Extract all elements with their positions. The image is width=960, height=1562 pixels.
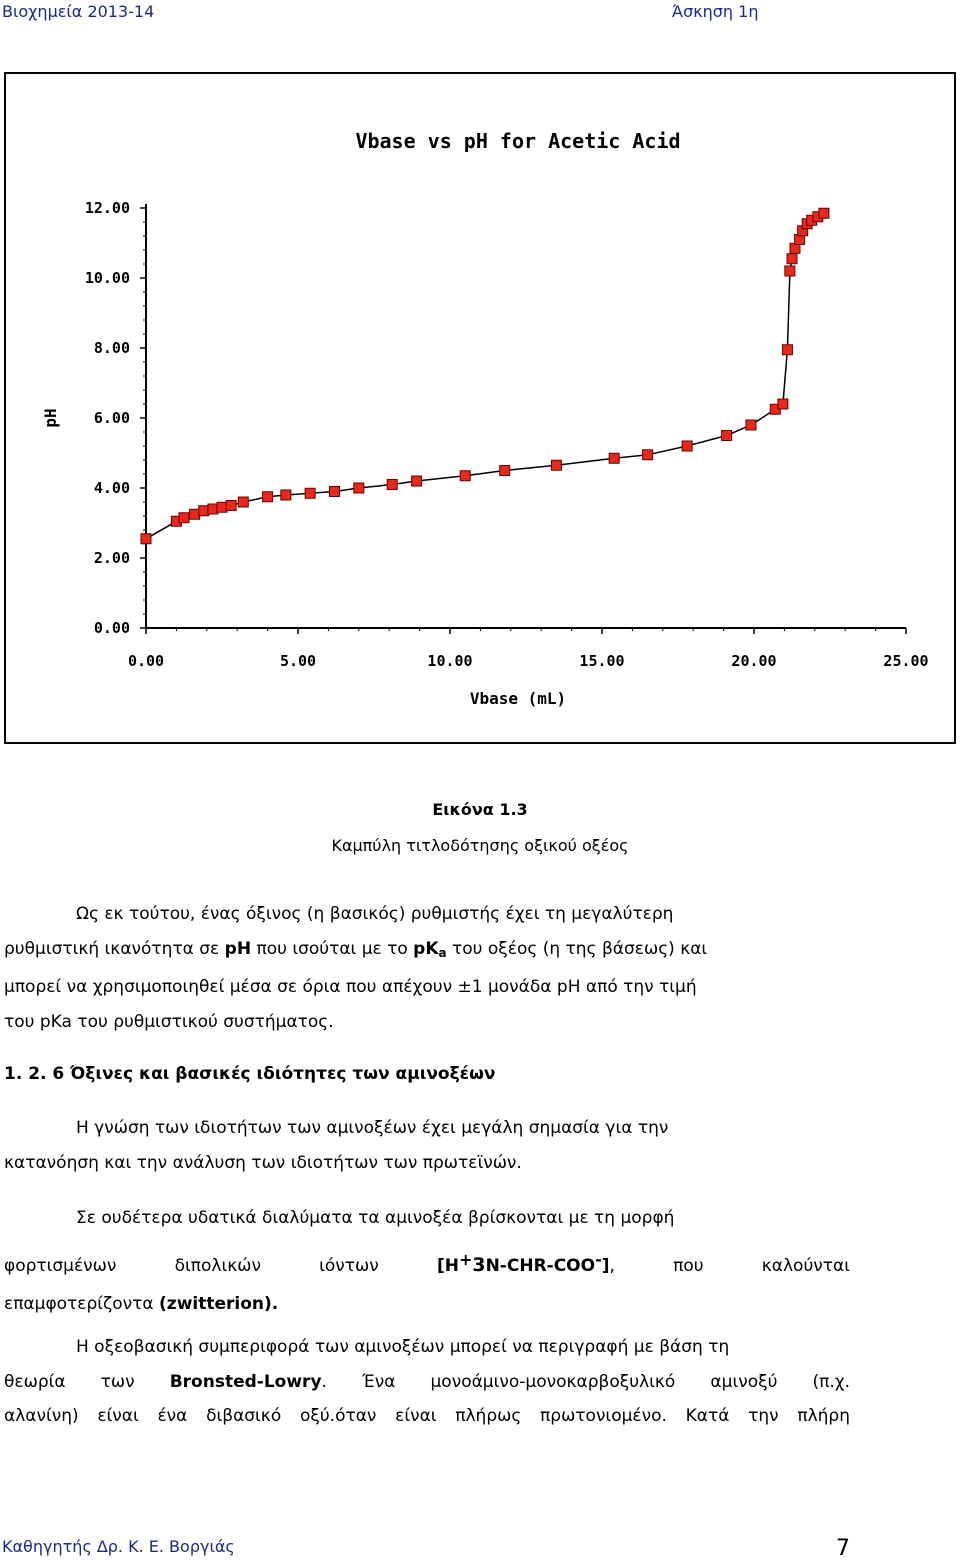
- data-point: [412, 476, 422, 486]
- paragraph-amino-acid-properties: [4, 1111, 850, 1180]
- header-exercise-label: Άσκηση 1η: [672, 2, 759, 21]
- data-point: [238, 497, 248, 507]
- titration-curve: [146, 213, 824, 539]
- para3-line1: Σε ουδέτερα υδατικά διαλύματα τα αμινοξέα βρίσκονται με τη μορφή: [76, 1208, 675, 1228]
- y-tick-label: 12.00: [84, 199, 130, 217]
- data-point: [141, 534, 151, 544]
- data-point: [263, 492, 273, 502]
- para1-text-a: ρυθμιστική ικανότητα σε: [4, 938, 225, 959]
- ph-term: pH: [224, 938, 252, 959]
- curve-line: [146, 213, 824, 539]
- data-point: [387, 480, 397, 490]
- data-point: [460, 471, 470, 481]
- para3-text-a: φορτισμένων διπολικών ιόντων: [4, 1256, 437, 1276]
- figure-label: Εικόνα 1.3: [432, 800, 528, 819]
- para1-line3: μπορεί να χρησιμοποιηθεί μέσα σε όρια που απέχουν ±1 μονάδα pH από την τιμή: [4, 977, 697, 997]
- y-tick-label: 0.00: [93, 619, 130, 637]
- data-point: [226, 501, 236, 511]
- data-point: [354, 483, 364, 493]
- data-point: [179, 513, 189, 523]
- data-point: [787, 254, 797, 264]
- paragraph-acid-base-behavior: [4, 1330, 850, 1434]
- para1-text-c: που ισούται με το: [251, 938, 414, 959]
- y-tick-label: 10.00: [84, 269, 130, 287]
- data-point: [199, 506, 209, 516]
- x-tick-label: 10.00: [427, 652, 473, 670]
- paragraph-buffer-capacity: [4, 897, 850, 1039]
- chart-canvas: [6, 74, 954, 742]
- data-point: [329, 487, 339, 497]
- data-point: [643, 450, 653, 460]
- pka-k: pK: [413, 938, 439, 959]
- data-point: [281, 490, 291, 500]
- formula-3: 3: [472, 1254, 486, 1276]
- formula-plus: +: [458, 1250, 473, 1269]
- para3-line2: [4, 1239, 850, 1287]
- para3-line3: [4, 1287, 850, 1321]
- y-tick-label: 6.00: [93, 409, 130, 427]
- y-tick-label: 8.00: [93, 339, 130, 357]
- y-axis-label: pH: [41, 408, 60, 428]
- data-point: [208, 504, 218, 514]
- data-point: [217, 502, 227, 512]
- data-point: [305, 488, 315, 498]
- paragraph-zwitterion: [4, 1197, 850, 1321]
- footer-author: Καθηγητής Δρ. Κ. Ε. Βοργιάς: [2, 1537, 235, 1556]
- formula-h: [H: [436, 1256, 459, 1276]
- zwitterion-formula: [436, 1250, 610, 1276]
- para4-line3: αλανίνη) είναι ένα διβασικό οξύ.όταν είναι πλήρως πρωτονιομένο. Κατά την πλήρη: [4, 1406, 850, 1426]
- para4-text-a: θεωρία των: [4, 1371, 170, 1392]
- data-point: [746, 420, 756, 430]
- para1-line4: του pKa του ρυθμιστικού συστήματος.: [4, 1011, 334, 1032]
- chart-title: Vbase vs pH for Acetic Acid: [355, 129, 681, 153]
- para1-line2: [4, 932, 850, 971]
- header-course-title: Βιοχημεία 2013-14: [2, 2, 155, 21]
- x-tick-label: 20.00: [731, 652, 777, 670]
- para4-line1: Η οξεοβασική συμπεριφορά των αμινοξέων μπορεί να περιγραφή με βάση τη: [76, 1337, 730, 1357]
- pka-subscript: a: [438, 945, 447, 960]
- x-axis-label: Vbase (mL): [469, 689, 567, 708]
- para3-text-amphoteric: επαμφοτερίζοντα: [4, 1294, 160, 1314]
- y-tick-label: 4.00: [93, 479, 130, 497]
- para2-line1: Η γνώση των ιδιοτήτων των αμινοξέων έχει μεγάλη σημασία για την: [76, 1118, 669, 1138]
- chart-ticks: [85, 199, 929, 670]
- x-tick-label: 5.00: [279, 652, 317, 670]
- x-tick-label: 15.00: [579, 652, 625, 670]
- bronsted-lowry-term: Bronsted-Lowry: [169, 1371, 322, 1392]
- page-number: 7: [836, 1536, 850, 1561]
- section-heading: 1. 2. 6 Όξινες και βασικές ιδιότητες των αμινοξέων: [4, 1064, 496, 1084]
- data-point: [782, 345, 792, 355]
- para2-line2: κατανόηση και την ανάλυση των ιδιοτήτων των πρωτεϊνών.: [4, 1152, 522, 1173]
- data-point: [819, 208, 829, 218]
- y-tick-label: 2.00: [93, 549, 130, 567]
- formula-bracket: ]: [601, 1256, 610, 1276]
- data-point: [722, 431, 732, 441]
- para1-text-f: του οξέος (η της βάσεως) και: [446, 938, 708, 959]
- data-point: [190, 509, 200, 519]
- formula-body: N-CHR-COO: [485, 1256, 596, 1276]
- zwitterion-term: (zwitterion).: [159, 1294, 279, 1314]
- data-point: [551, 460, 561, 470]
- x-tick-label: 0.00: [127, 652, 165, 670]
- data-point: [682, 441, 692, 451]
- data-point: [785, 266, 795, 276]
- para4-line2: [4, 1365, 850, 1400]
- titration-chart: [4, 72, 956, 744]
- para3-text-h: , που καλούνται: [609, 1256, 850, 1276]
- para1-line1: Ως εκ τούτου, ένας όξινος (η βασικός) ρυθμιστής έχει τη μεγαλύτερη: [76, 904, 674, 924]
- data-point: [500, 466, 510, 476]
- data-point: [778, 399, 788, 409]
- formula-minus: -: [595, 1250, 602, 1269]
- x-tick-label: 25.00: [883, 652, 929, 670]
- para4-text-c: . Ένα μονοάμινο-μονοκαρβοξυλικό αμινοξύ (π.χ.: [321, 1371, 850, 1392]
- pka-term: [413, 939, 446, 959]
- data-points: [141, 208, 829, 544]
- data-point: [609, 453, 619, 463]
- figure-caption: Καμπύλη τιτλοδότησης οξικού οξέος: [331, 836, 629, 855]
